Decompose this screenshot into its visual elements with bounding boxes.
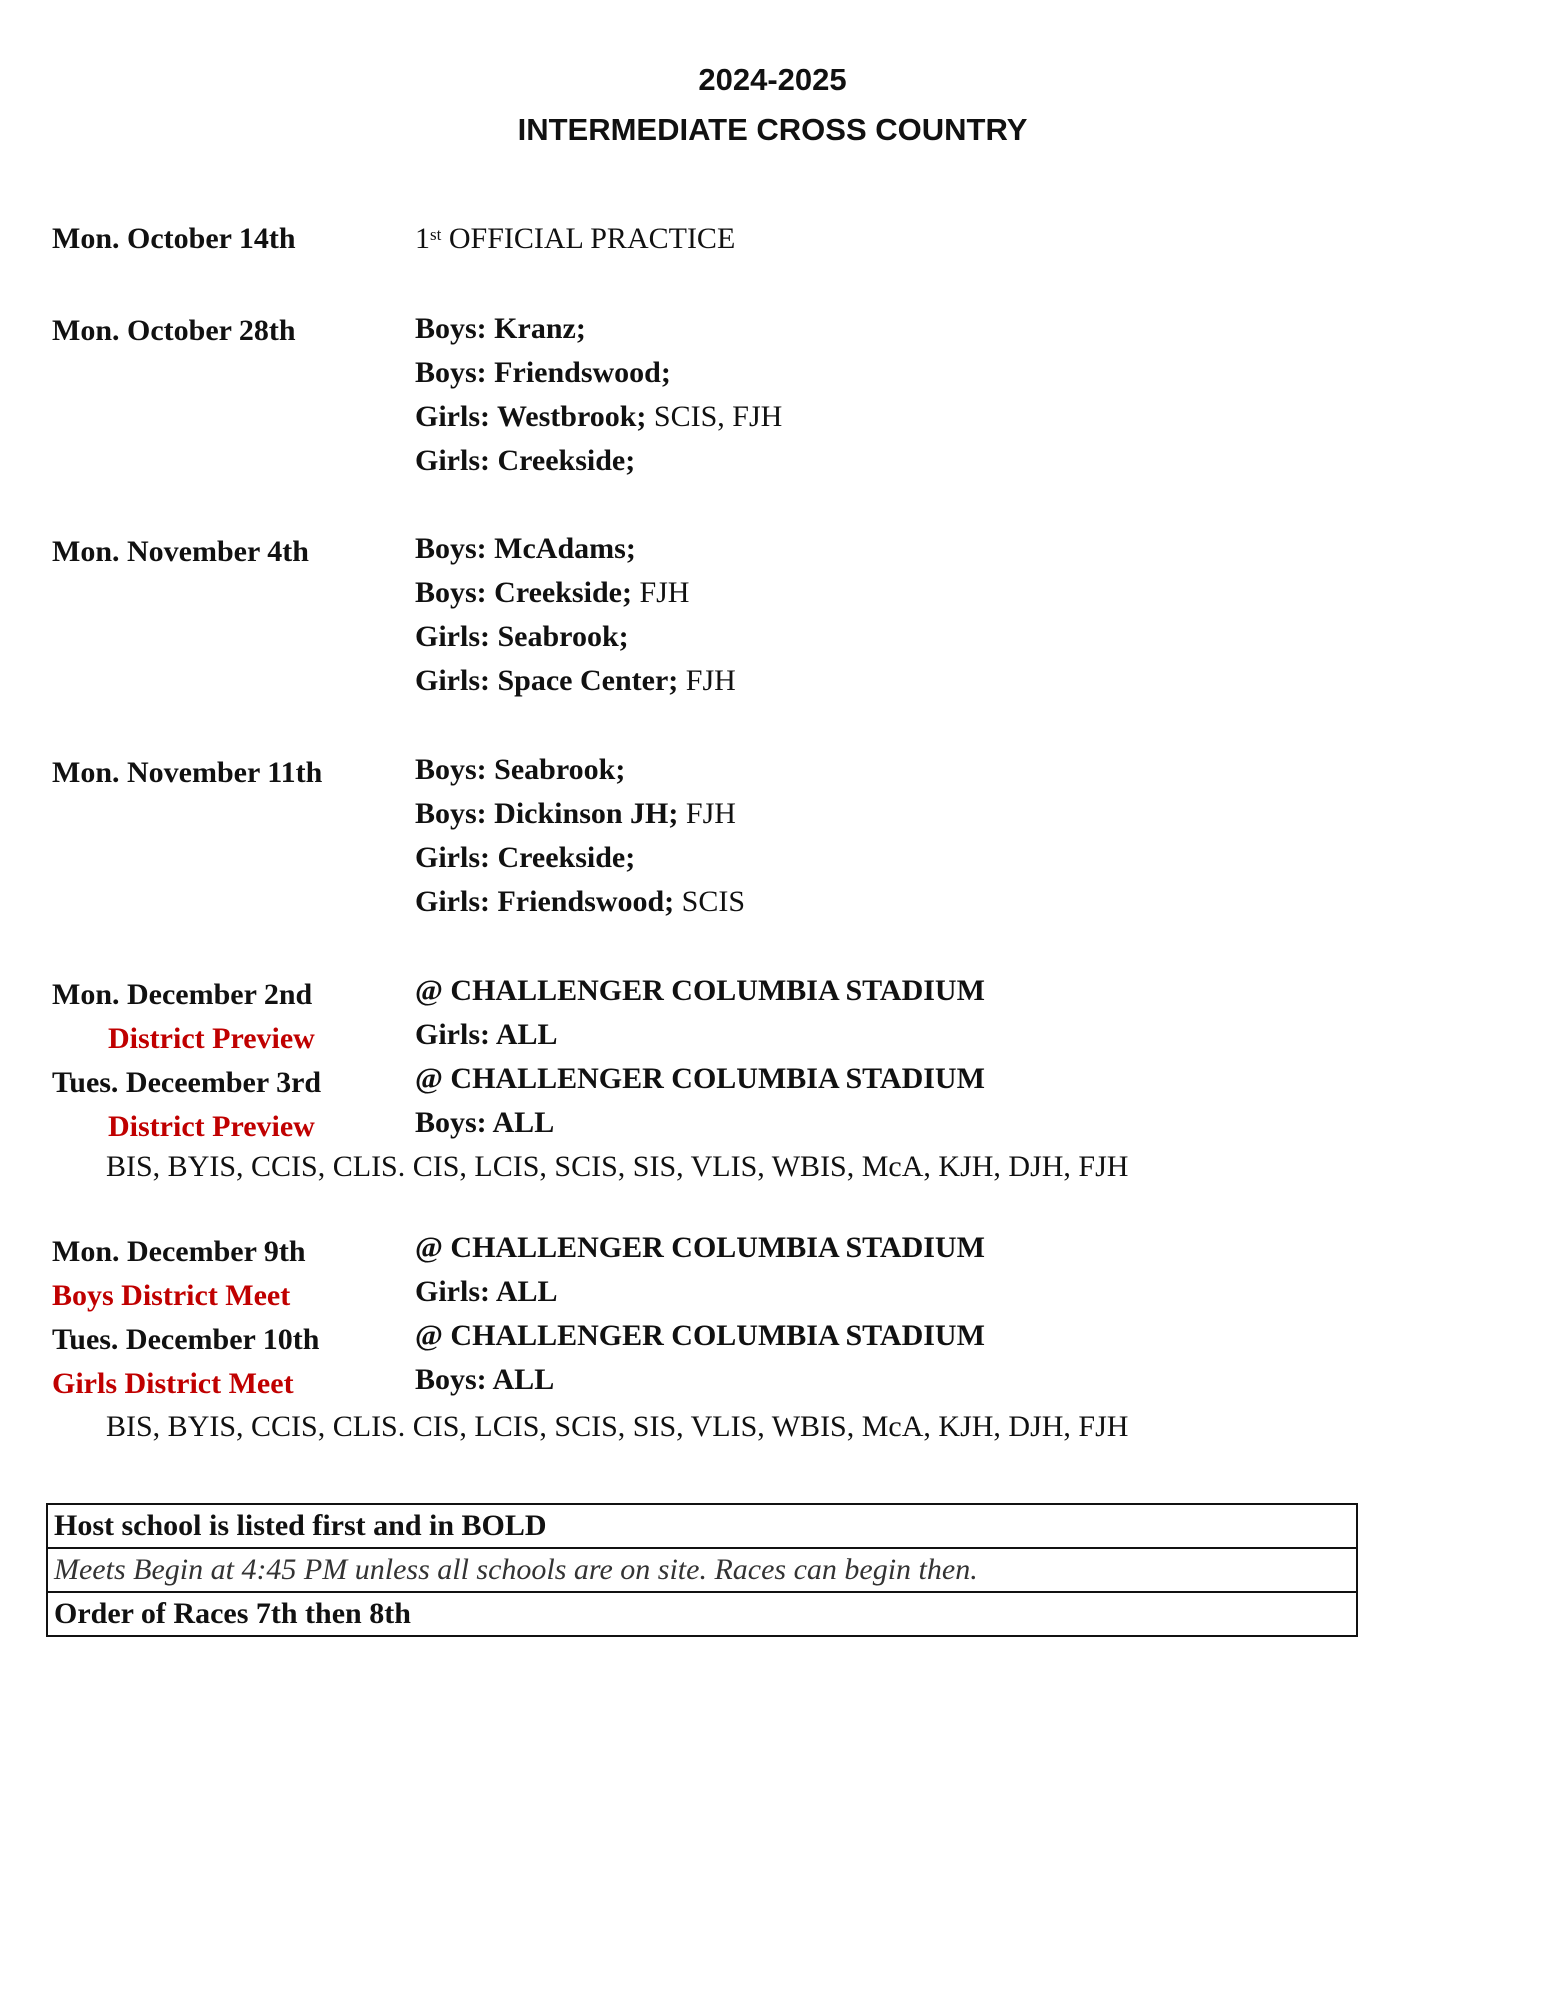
host-school: Girls: Friendswood; — [415, 885, 675, 918]
note-race-order: Order of Races 7th then 8th — [48, 1591, 1356, 1635]
meet-line — [415, 880, 745, 924]
race-group: Girls: ALL — [415, 1018, 558, 1051]
meet-line — [415, 395, 782, 439]
host-school: Boys: Creekside; — [415, 576, 632, 609]
notes-table — [46, 1503, 1358, 1637]
date-oct-14: Mon. October 14th — [52, 222, 296, 255]
host-school: Girls: Seabrook; — [415, 620, 629, 653]
host-school: Boys: Seabrook; — [415, 753, 626, 786]
date-nov-11: Mon. November 11th — [52, 756, 323, 789]
visiting-schools: SCIS, FJH — [646, 400, 783, 433]
host-school: Boys: McAdams; — [415, 532, 636, 565]
date-nov-4: Mon. November 4th — [52, 535, 309, 568]
host-school: Girls: Creekside; — [415, 444, 636, 477]
event-official-practice — [415, 217, 735, 261]
ordinal-number: 1 — [415, 222, 430, 255]
date-oct-28: Mon. October 28th — [52, 314, 296, 347]
visiting-schools: SCIS — [674, 885, 746, 918]
event-label-boys-district: Boys District Meet — [52, 1279, 291, 1312]
host-school: Girls: Space Center; — [415, 664, 679, 697]
host-school: Boys: Dickinson JH; — [415, 797, 679, 830]
visiting-schools: FJH — [631, 576, 690, 609]
page-title: INTERMEDIATE CROSS COUNTRY — [517, 112, 1028, 147]
date-dec-2: Mon. December 2nd — [52, 978, 313, 1011]
meet-line — [415, 571, 689, 615]
meet-line — [415, 439, 635, 483]
race-group: Girls: ALL — [415, 1275, 558, 1308]
practice-text: OFFICIAL PRACTICE — [448, 222, 736, 255]
host-school: Boys: Kranz; — [415, 312, 586, 345]
visiting-schools: FJH — [678, 797, 736, 830]
venue: @ CHALLENGER COLUMBIA STADIUM — [415, 1062, 985, 1095]
event-label-district-preview: District Preview — [108, 1022, 315, 1055]
venue: @ CHALLENGER COLUMBIA STADIUM — [415, 1319, 985, 1352]
meet-line — [415, 836, 635, 880]
host-school: Girls: Westbrook; — [415, 400, 647, 433]
meet-line — [415, 659, 736, 703]
venue: @ CHALLENGER COLUMBIA STADIUM — [415, 1231, 985, 1264]
event-label-girls-district: Girls District Meet — [52, 1367, 294, 1400]
race-group: Boys: ALL — [415, 1106, 555, 1139]
meet-line — [415, 792, 736, 836]
date-dec-3: Tues. Deceember 3rd — [52, 1066, 322, 1099]
note-start-time: Meets Begin at 4:45 PM unless all schools are on site. Races can begin then. — [48, 1547, 1356, 1591]
participating-schools: BIS, BYIS, CCIS, CLIS. CIS, LCIS, SCIS, SIS, VLIS, WBIS, McA, KJH, DJH, FJH — [106, 1150, 1129, 1183]
ordinal-suffix: st — [430, 225, 442, 244]
note-host: Host school is listed first and in BOLD — [54, 1509, 547, 1542]
meet-line — [415, 527, 636, 571]
meet-line — [415, 748, 625, 792]
participating-schools: BIS, BYIS, CCIS, CLIS. CIS, LCIS, SCIS, SIS, VLIS, WBIS, McA, KJH, DJH, FJH — [106, 1410, 1129, 1443]
meet-line — [415, 307, 586, 351]
event-label-district-preview: District Preview — [108, 1110, 315, 1143]
meet-line — [415, 615, 629, 659]
host-school: Girls: Creekside; — [415, 841, 636, 874]
venue: @ CHALLENGER COLUMBIA STADIUM — [415, 974, 985, 1007]
date-dec-10: Tues. December 10th — [52, 1323, 320, 1356]
page-title-year: 2024-2025 — [698, 62, 847, 97]
date-dec-9: Mon. December 9th — [52, 1235, 306, 1268]
meet-line — [415, 351, 671, 395]
visiting-schools: FJH — [678, 664, 736, 697]
host-school: Boys: Friendswood; — [415, 356, 671, 389]
race-group: Boys: ALL — [415, 1363, 555, 1396]
